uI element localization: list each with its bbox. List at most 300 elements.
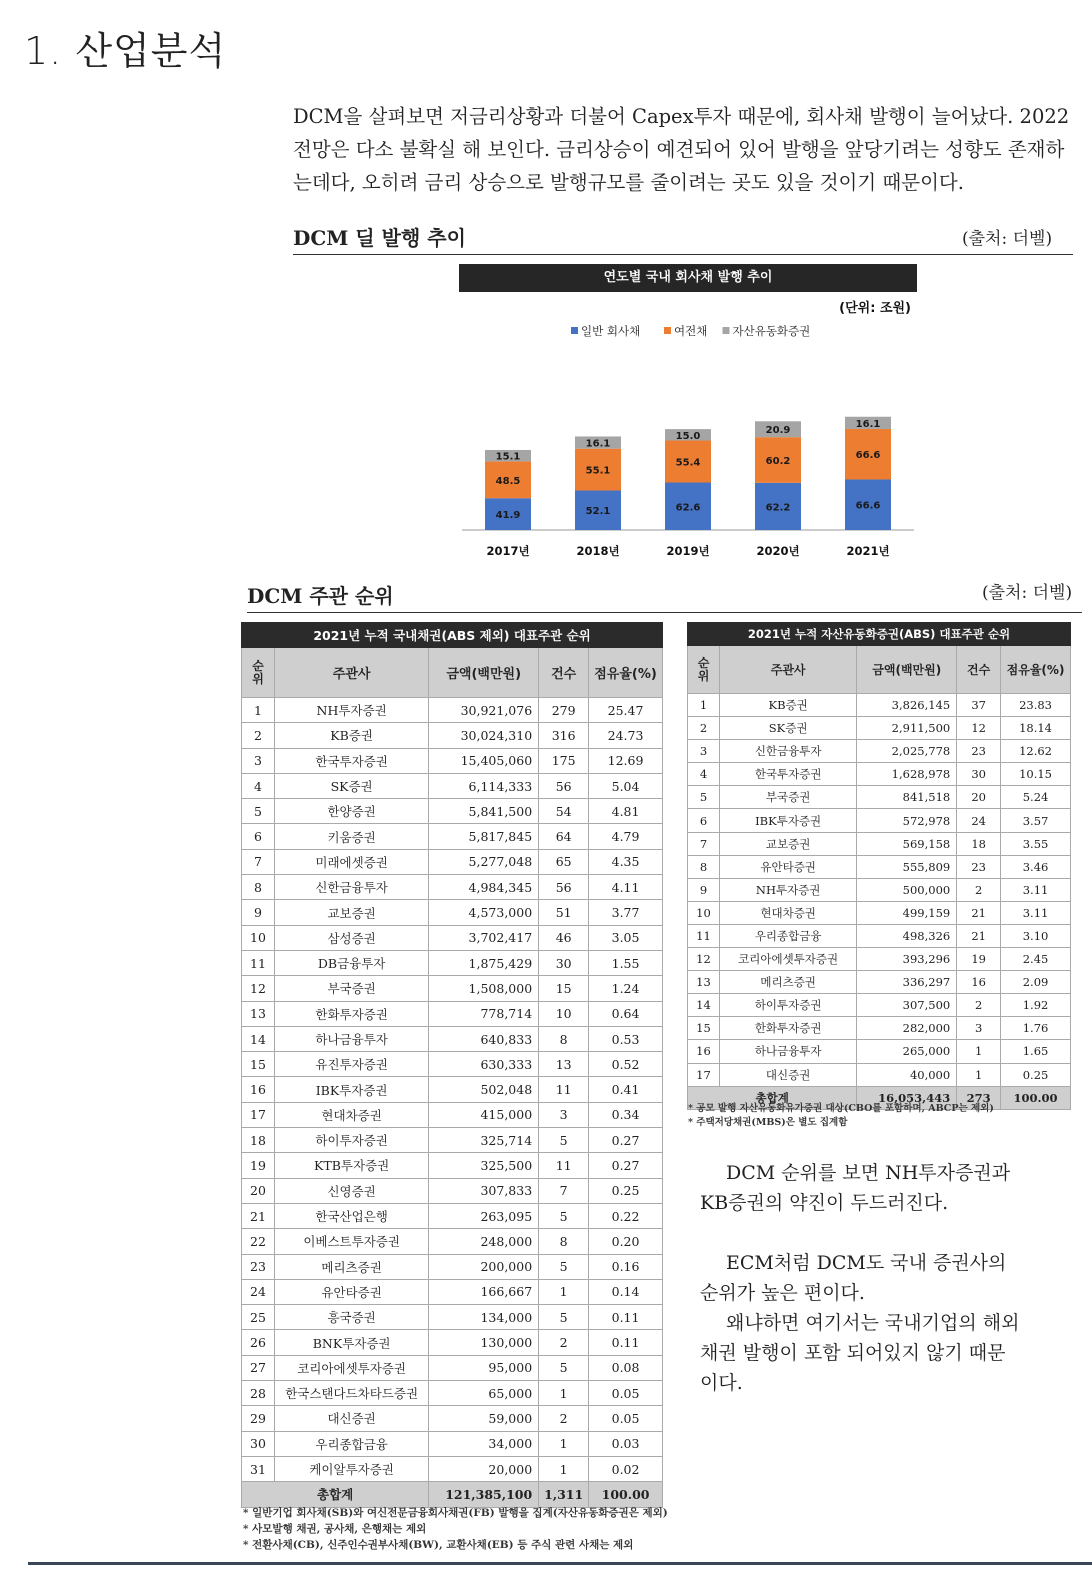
share-cell: 0.27 <box>589 1153 663 1178</box>
total-amount: 121,385,100 <box>429 1482 539 1507</box>
count-cell: 8 <box>539 1026 589 1051</box>
amount-cell: 498,326 <box>857 924 957 947</box>
amount-cell: 393,296 <box>857 948 957 971</box>
count-cell: 24 <box>957 809 1001 832</box>
firm-cell: NH투자증권 <box>274 698 428 723</box>
x-tick-label: 2019년 <box>666 544 710 558</box>
share-cell: 0.11 <box>589 1330 663 1355</box>
share-cell: 0.34 <box>589 1102 663 1127</box>
amount-cell: 15,405,060 <box>429 748 539 773</box>
count-cell: 37 <box>957 694 1001 717</box>
column-header: 건수 <box>539 648 589 698</box>
rank-cell: 4 <box>688 763 720 786</box>
firm-cell: 키움증권 <box>274 824 428 849</box>
firm-cell: 하이투자증권 <box>719 994 856 1017</box>
firm-cell: 부국증권 <box>719 786 856 809</box>
legend-label: 여전채 <box>674 324 708 338</box>
share-cell: 3.55 <box>1001 832 1071 855</box>
share-cell: 1.76 <box>1001 1017 1071 1040</box>
firm-cell: 한국투자증권 <box>274 748 428 773</box>
count-cell: 5 <box>539 1355 589 1380</box>
firm-cell: 한화투자증권 <box>719 1017 856 1040</box>
count-cell: 279 <box>539 698 589 723</box>
total-row <box>242 1482 663 1507</box>
count-cell: 2 <box>957 878 1001 901</box>
count-cell: 12 <box>957 717 1001 740</box>
count-cell: 1 <box>957 1063 1001 1086</box>
rank-cell: 24 <box>242 1279 275 1304</box>
table-row <box>242 925 663 950</box>
rank-cell: 13 <box>688 971 720 994</box>
share-cell: 4.81 <box>589 799 663 824</box>
table-row <box>242 1102 663 1127</box>
table-row <box>242 1330 663 1355</box>
amount-cell: 1,875,429 <box>429 950 539 975</box>
share-cell: 0.20 <box>589 1229 663 1254</box>
firm-cell: 메리츠증권 <box>274 1254 428 1279</box>
share-cell: 0.14 <box>589 1279 663 1304</box>
table-row <box>688 694 1071 717</box>
share-cell: 25.47 <box>589 698 663 723</box>
count-cell: 2 <box>957 994 1001 1017</box>
firm-cell: 흥국증권 <box>274 1305 428 1330</box>
share-cell: 12.69 <box>589 748 663 773</box>
section-title: 1. 산업분석 <box>24 29 227 73</box>
table-row <box>242 1026 663 1051</box>
table-row <box>242 1406 663 1431</box>
share-cell: 18.14 <box>1001 717 1071 740</box>
column-header: 주관사 <box>719 646 856 694</box>
bar-value-label: 16.1 <box>585 438 611 450</box>
amount-cell: 640,833 <box>429 1026 539 1051</box>
table-row <box>688 786 1071 809</box>
chart-title: 연도별 국내 회사채 발행 추이 <box>459 264 917 292</box>
x-tick-label: 2017년 <box>486 544 530 558</box>
table-row <box>242 950 663 975</box>
amount-cell: 5,277,048 <box>429 849 539 874</box>
count-cell: 21 <box>957 924 1001 947</box>
table-row <box>688 809 1071 832</box>
firm-cell: 하이투자증권 <box>274 1128 428 1153</box>
firm-cell: 코리아에셋투자증권 <box>274 1355 428 1380</box>
count-cell: 5 <box>539 1203 589 1228</box>
table2-notes <box>688 1102 994 1130</box>
rank-cell: 1 <box>688 694 720 717</box>
chart-unit-label: (단위: 조원) <box>839 301 911 316</box>
amount-cell: 307,833 <box>429 1178 539 1203</box>
table-row <box>688 1017 1071 1040</box>
amount-cell: 4,573,000 <box>429 900 539 925</box>
share-cell: 1.24 <box>589 976 663 1001</box>
aside-paragraph-2: ECM처럼 DCM도 국내 증권사의 순위가 높은 편이다. <box>700 1252 1007 1304</box>
rank-cell: 6 <box>242 824 275 849</box>
total-count: 1,311 <box>539 1482 589 1507</box>
amount-cell: 499,159 <box>857 901 957 924</box>
amount-cell: 30,921,076 <box>429 698 539 723</box>
rank-cell: 9 <box>688 878 720 901</box>
firm-cell: 한국스탠다드차타드증권 <box>274 1381 428 1406</box>
column-header: 건수 <box>957 646 1001 694</box>
table-row <box>242 1456 663 1481</box>
firm-cell: 현대차증권 <box>719 901 856 924</box>
share-cell: 2.09 <box>1001 971 1071 994</box>
amount-cell: 415,000 <box>429 1102 539 1127</box>
firm-cell: DB금융투자 <box>274 950 428 975</box>
count-cell: 54 <box>539 799 589 824</box>
count-cell: 5 <box>539 1305 589 1330</box>
rank-cell: 1 <box>242 698 275 723</box>
share-cell: 1.92 <box>1001 994 1071 1017</box>
rank-cell: 10 <box>242 925 275 950</box>
amount-cell: 5,841,500 <box>429 799 539 824</box>
rank-cell: 3 <box>688 740 720 763</box>
intro-paragraph: DCM을 살펴보면 저금리상황과 더불어 Capex투자 때문에, 회사채 발행이 늘어났다. 2022전망은 다소 불확실 해 보인다. 금리상승이 예견되어 있어 발행을 앞당기려는 성향도 존재하는데다, 오히려 금리 상승으로 발행규모를 줄이려는 곳도 있을 것이기 때문이다. <box>293 105 1070 194</box>
total-amount: 16,053,443 <box>857 1086 957 1109</box>
amount-cell: 569,158 <box>857 832 957 855</box>
firm-cell: KB증권 <box>274 723 428 748</box>
amount-cell: 325,714 <box>429 1128 539 1153</box>
rank-cell: 10 <box>688 901 720 924</box>
amount-cell: 4,984,345 <box>429 875 539 900</box>
count-cell: 5 <box>539 1128 589 1153</box>
firm-cell: 부국증권 <box>274 976 428 1001</box>
share-cell: 0.22 <box>589 1203 663 1228</box>
amount-cell: 3,702,417 <box>429 925 539 950</box>
rank-cell: 15 <box>688 1017 720 1040</box>
rank-cell: 26 <box>242 1330 275 1355</box>
bar-value-label: 62.2 <box>765 502 791 514</box>
issuance-chart <box>459 264 917 564</box>
count-cell: 56 <box>539 875 589 900</box>
bar-value-label: 66.6 <box>855 500 881 512</box>
count-cell: 20 <box>957 786 1001 809</box>
amount-cell: 59,000 <box>429 1406 539 1431</box>
table-row <box>242 1052 663 1077</box>
rank-cell: 16 <box>688 1040 720 1063</box>
amount-cell: 2,911,500 <box>857 717 957 740</box>
table-row <box>242 773 663 798</box>
firm-cell: KB증권 <box>719 694 856 717</box>
count-cell: 15 <box>539 976 589 1001</box>
total-share: 100.00 <box>1001 1086 1071 1109</box>
rank-cell: 7 <box>688 832 720 855</box>
chart-canvas <box>459 264 917 564</box>
x-tick-label: 2020년 <box>756 544 800 558</box>
legend-label: 일반 회사채 <box>581 324 641 338</box>
legend-swatch <box>664 327 671 334</box>
table-row <box>242 1254 663 1279</box>
share-cell: 0.03 <box>589 1431 663 1456</box>
table-row <box>242 1381 663 1406</box>
rank-cell: 18 <box>242 1128 275 1153</box>
table-note: * 사모발행 채권, 공사채, 은행채는 제외 <box>243 1523 427 1535</box>
count-cell: 30 <box>957 763 1001 786</box>
rank-cell: 8 <box>242 875 275 900</box>
amount-cell: 248,000 <box>429 1229 539 1254</box>
table-row <box>242 799 663 824</box>
rank-cell: 7 <box>242 849 275 874</box>
rank-cell: 27 <box>242 1355 275 1380</box>
rank-cell: 6 <box>688 809 720 832</box>
amount-cell: 200,000 <box>429 1254 539 1279</box>
rank-cell: 4 <box>242 773 275 798</box>
rank-cell: 14 <box>688 994 720 1017</box>
share-cell: 3.05 <box>589 925 663 950</box>
table-row <box>242 1203 663 1228</box>
count-cell: 23 <box>957 855 1001 878</box>
rank-cell: 13 <box>242 1001 275 1026</box>
count-cell: 10 <box>539 1001 589 1026</box>
firm-cell: 한양증권 <box>274 799 428 824</box>
count-cell: 13 <box>539 1052 589 1077</box>
share-cell: 3.46 <box>1001 855 1071 878</box>
amount-cell: 263,095 <box>429 1203 539 1228</box>
share-cell: 24.73 <box>589 723 663 748</box>
amount-cell: 307,500 <box>857 994 957 1017</box>
table-row <box>242 1001 663 1026</box>
table-row <box>242 1128 663 1153</box>
column-header: 점유율(%) <box>1001 646 1071 694</box>
total-share: 100.00 <box>589 1482 663 1507</box>
count-cell: 3 <box>957 1017 1001 1040</box>
amount-cell: 6,114,333 <box>429 773 539 798</box>
x-tick-label: 2018년 <box>576 544 620 558</box>
firm-cell: 이베스트투자증권 <box>274 1229 428 1254</box>
firm-cell: 한화투자증권 <box>274 1001 428 1026</box>
amount-cell: 2,025,778 <box>857 740 957 763</box>
table-row <box>242 1178 663 1203</box>
ranking-section-title: DCM 주관 순위 <box>247 584 394 608</box>
legend-swatch <box>723 327 730 334</box>
count-cell: 19 <box>957 948 1001 971</box>
amount-cell: 166,667 <box>429 1279 539 1304</box>
share-cell: 3.77 <box>589 900 663 925</box>
amount-cell: 40,000 <box>857 1063 957 1086</box>
rank-cell: 21 <box>242 1203 275 1228</box>
bar-value-label: 55.4 <box>675 457 701 469</box>
share-cell: 0.41 <box>589 1077 663 1102</box>
table-row <box>688 994 1071 1017</box>
rank-cell: 16 <box>242 1077 275 1102</box>
firm-cell: 하나금융투자 <box>719 1040 856 1063</box>
amount-cell: 20,000 <box>429 1456 539 1481</box>
firm-cell: 유안타증권 <box>274 1279 428 1304</box>
bar-value-label: 66.6 <box>855 450 881 462</box>
firm-cell: 코리아에셋투자증권 <box>719 948 856 971</box>
amount-cell: 265,000 <box>857 1040 957 1063</box>
rank-cell: 17 <box>242 1102 275 1127</box>
rank-cell: 29 <box>242 1406 275 1431</box>
firm-cell: 우리종합금융 <box>274 1431 428 1456</box>
amount-cell: 502,048 <box>429 1077 539 1102</box>
firm-cell: 한국산업은행 <box>274 1203 428 1228</box>
rank-cell: 9 <box>242 900 275 925</box>
firm-cell: 신한금융투자 <box>719 740 856 763</box>
firm-cell: IBK투자증권 <box>719 809 856 832</box>
count-cell: 175 <box>539 748 589 773</box>
aside-paragraph-1: DCM 순위를 보면 NH투자증권과 KB증권의 약진이 두드러진다. <box>700 1162 1011 1214</box>
count-cell: 64 <box>539 824 589 849</box>
rank-cell: 8 <box>688 855 720 878</box>
table-row <box>688 878 1071 901</box>
firm-cell: 우리종합금융 <box>719 924 856 947</box>
chart-section-title: DCM 딜 발행 추이 <box>293 226 466 250</box>
share-cell: 1.65 <box>1001 1040 1071 1063</box>
firm-cell: 교보증권 <box>274 900 428 925</box>
x-tick-label: 2021년 <box>846 544 890 558</box>
count-cell: 2 <box>539 1406 589 1431</box>
column-header: 점유율(%) <box>589 648 663 698</box>
column-header: 금액(백만원) <box>429 648 539 698</box>
total-label: 총합계 <box>242 1482 429 1507</box>
firm-cell: NH투자증권 <box>719 878 856 901</box>
count-cell: 1 <box>539 1279 589 1304</box>
chart-section-source: (출처: 더벨) <box>962 229 1053 249</box>
share-cell: 0.05 <box>589 1406 663 1431</box>
chart-section-rule <box>293 254 1073 255</box>
table-row <box>242 1077 663 1102</box>
table-row <box>242 1431 663 1456</box>
firm-cell: 신영증권 <box>274 1178 428 1203</box>
bar-value-label: 52.1 <box>585 506 611 518</box>
share-cell: 1.55 <box>589 950 663 975</box>
table-row <box>688 740 1071 763</box>
amount-cell: 630,333 <box>429 1052 539 1077</box>
count-cell: 8 <box>539 1229 589 1254</box>
bar-value-label: 15.0 <box>675 430 701 442</box>
firm-cell: 현대차증권 <box>274 1102 428 1127</box>
firm-cell: SK증권 <box>274 773 428 798</box>
amount-cell: 841,518 <box>857 786 957 809</box>
bar-value-label: 62.6 <box>675 502 701 514</box>
table-row <box>688 832 1071 855</box>
firm-cell: 삼성증권 <box>274 925 428 950</box>
table-caption: 2021년 누적 국내채권(ABS 제외) 대표주관 순위 <box>242 623 663 648</box>
firm-cell: 대신증권 <box>274 1406 428 1431</box>
column-header: 순위 <box>242 648 275 698</box>
share-cell: 4.35 <box>589 849 663 874</box>
table-row <box>688 1063 1071 1086</box>
count-cell: 23 <box>957 740 1001 763</box>
table-row <box>242 1229 663 1254</box>
share-cell: 4.11 <box>589 875 663 900</box>
rank-cell: 20 <box>242 1178 275 1203</box>
rank-cell: 14 <box>242 1026 275 1051</box>
table-row <box>688 924 1071 947</box>
bar-value-label: 41.9 <box>495 510 521 522</box>
firm-cell: 신한금융투자 <box>274 875 428 900</box>
total-label: 총합계 <box>688 1086 857 1109</box>
abs-ranking-table <box>687 622 1071 1110</box>
amount-cell: 336,297 <box>857 971 957 994</box>
rank-cell: 31 <box>242 1456 275 1481</box>
aside-paragraph-3: 왜냐하면 여기서는 국내기업의 해외채권 발행이 포함 되어있지 않기 때문이다. <box>700 1312 1020 1394</box>
amount-cell: 5,817,845 <box>429 824 539 849</box>
legend-label: 자산유동화증권 <box>732 324 811 338</box>
count-cell: 316 <box>539 723 589 748</box>
firm-cell: SK증권 <box>719 717 856 740</box>
rank-cell: 2 <box>688 717 720 740</box>
firm-cell: 케이알투자증권 <box>274 1456 428 1481</box>
amount-cell: 130,000 <box>429 1330 539 1355</box>
amount-cell: 572,978 <box>857 809 957 832</box>
total-count: 273 <box>957 1086 1001 1109</box>
share-cell: 3.10 <box>1001 924 1071 947</box>
share-cell: 5.24 <box>1001 786 1071 809</box>
firm-cell: 미래에셋증권 <box>274 849 428 874</box>
firm-cell: 한국투자증권 <box>719 763 856 786</box>
ranking-section-source: (출처: 더벨) <box>982 583 1073 603</box>
rank-cell: 28 <box>242 1381 275 1406</box>
firm-cell: 교보증권 <box>719 832 856 855</box>
table-row <box>242 1153 663 1178</box>
table-note: * 전환사채(CB), 신주인수권부사채(BW), 교환사채(EB) 등 주식 관련 사채는 제외 <box>243 1539 634 1551</box>
amount-cell: 30,024,310 <box>429 723 539 748</box>
share-cell: 0.53 <box>589 1026 663 1051</box>
share-cell: 0.16 <box>589 1254 663 1279</box>
amount-cell: 778,714 <box>429 1001 539 1026</box>
amount-cell: 134,000 <box>429 1305 539 1330</box>
amount-cell: 555,809 <box>857 855 957 878</box>
rank-cell: 3 <box>242 748 275 773</box>
table-row <box>688 717 1071 740</box>
column-header: 주관사 <box>274 648 428 698</box>
firm-cell: IBK투자증권 <box>274 1077 428 1102</box>
table-row <box>242 1305 663 1330</box>
amount-cell: 1,628,978 <box>857 763 957 786</box>
count-cell: 46 <box>539 925 589 950</box>
amount-cell: 3,826,145 <box>857 694 957 717</box>
table-row <box>242 976 663 1001</box>
amount-cell: 65,000 <box>429 1381 539 1406</box>
share-cell: 0.27 <box>589 1128 663 1153</box>
bar-value-label: 20.9 <box>765 425 791 437</box>
count-cell: 18 <box>957 832 1001 855</box>
rank-cell: 23 <box>242 1254 275 1279</box>
table-row <box>688 948 1071 971</box>
rank-cell: 30 <box>242 1431 275 1456</box>
count-cell: 1 <box>957 1040 1001 1063</box>
legend-swatch <box>571 327 578 334</box>
table-row <box>242 748 663 773</box>
amount-cell: 1,508,000 <box>429 976 539 1001</box>
count-cell: 2 <box>539 1330 589 1355</box>
table-row <box>242 875 663 900</box>
table-row <box>242 900 663 925</box>
amount-cell: 282,000 <box>857 1017 957 1040</box>
rank-cell: 2 <box>242 723 275 748</box>
count-cell: 16 <box>957 971 1001 994</box>
share-cell: 0.02 <box>589 1456 663 1481</box>
share-cell: 0.52 <box>589 1052 663 1077</box>
count-cell: 3 <box>539 1102 589 1127</box>
firm-cell: BNK투자증권 <box>274 1330 428 1355</box>
rank-cell: 12 <box>242 976 275 1001</box>
table-row <box>688 1040 1071 1063</box>
count-cell: 21 <box>957 901 1001 924</box>
table-row <box>688 901 1071 924</box>
rank-cell: 19 <box>242 1153 275 1178</box>
table-row <box>242 723 663 748</box>
share-cell: 3.11 <box>1001 878 1071 901</box>
rank-cell: 25 <box>242 1305 275 1330</box>
count-cell: 11 <box>539 1153 589 1178</box>
share-cell: 23.83 <box>1001 694 1071 717</box>
bar-value-label: 55.1 <box>585 465 611 477</box>
rank-cell: 12 <box>688 948 720 971</box>
share-cell: 12.62 <box>1001 740 1071 763</box>
share-cell: 4.79 <box>589 824 663 849</box>
